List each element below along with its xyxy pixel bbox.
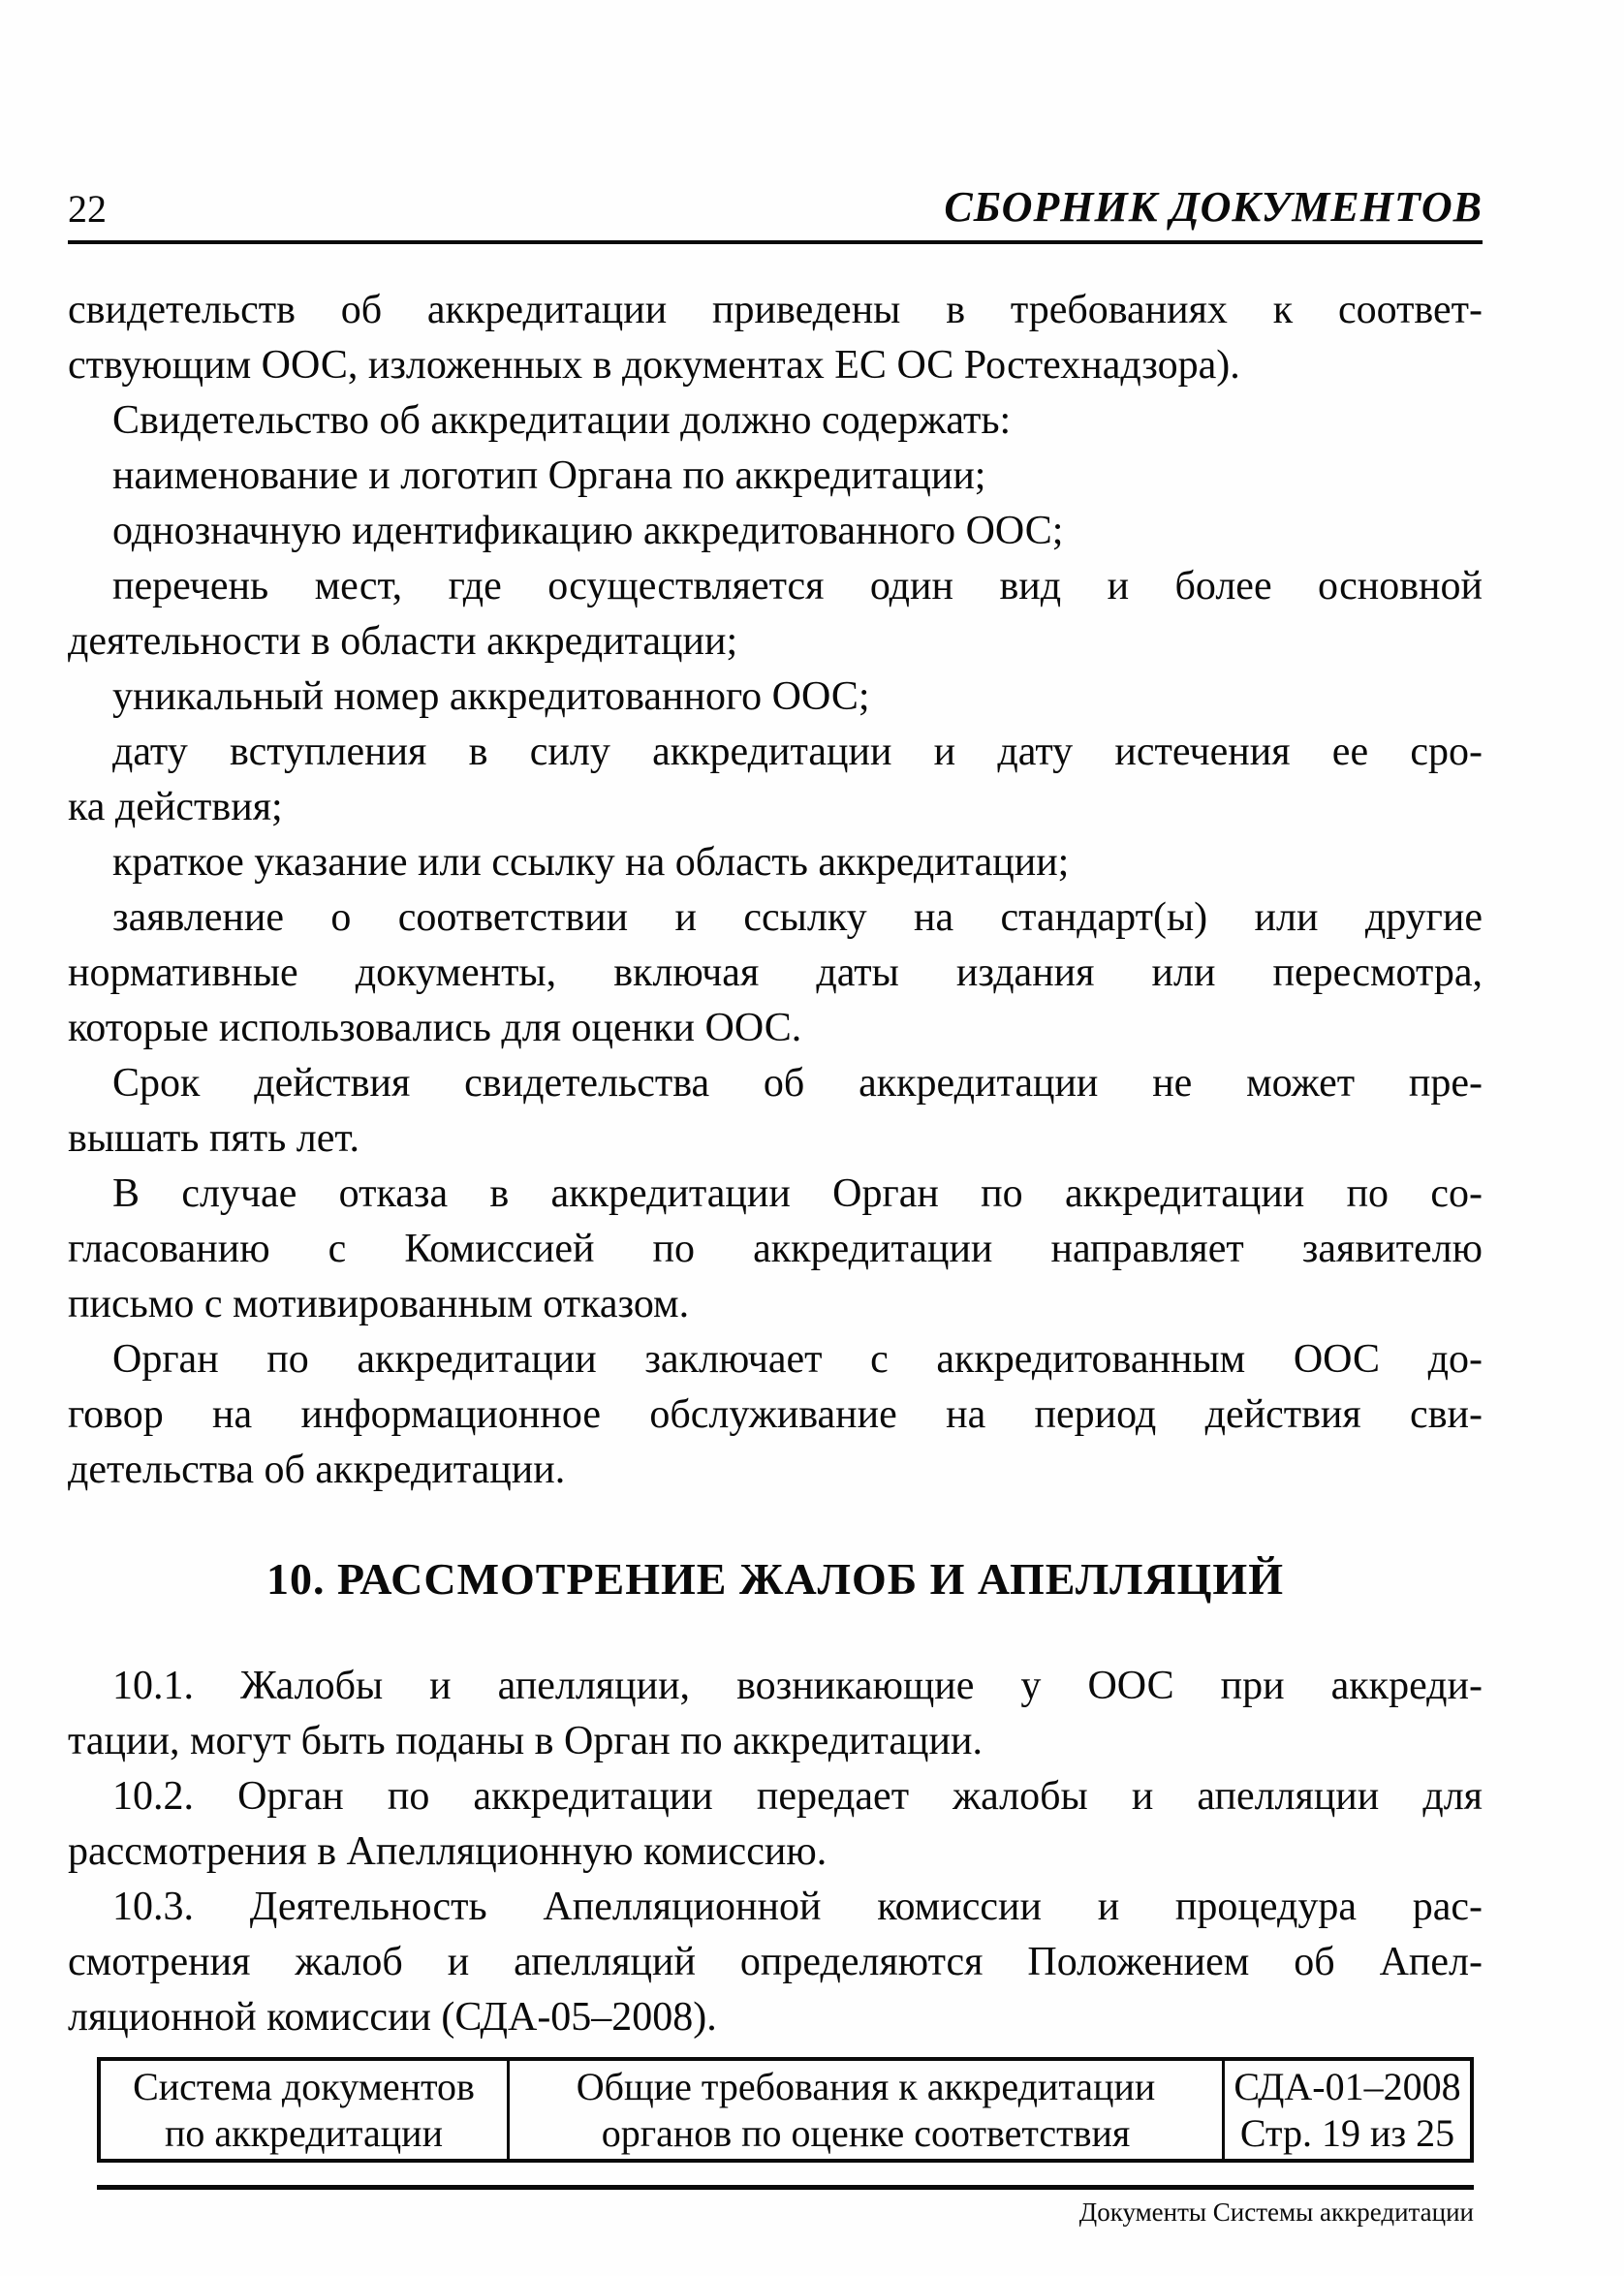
footer-cell-line: Общие требования к аккредитации	[576, 2064, 1156, 2108]
body-line: 10.2. Орган по аккредитации передает жалобы и апелляции для	[112, 1774, 1483, 1819]
footer-cell-document-title	[510, 2061, 1225, 2159]
body-line: говор на информационное обслуживание на период действия сви-	[68, 1392, 1483, 1437]
body-line: Свидетельство об аккредитации должно содержать:	[112, 398, 1012, 443]
body-line: ляционной комиссии (СДА-05–2008).	[68, 1995, 717, 2040]
body-line: краткое указание или ссылку на область аккредитации;	[112, 840, 1070, 885]
body-line: Орган по аккредитации заключает с аккредитованным ООС до-	[112, 1337, 1483, 1382]
footer-cell-line: Стр. 19 из 25	[1239, 2110, 1455, 2155]
footer-cell-system	[101, 2061, 510, 2159]
footer-note: Документы Системы аккредитации	[1078, 2198, 1474, 2227]
body-text	[68, 283, 1483, 1498]
footer-cell-doc-code	[1225, 2061, 1470, 2159]
body-line: уникальный номер аккредитованного ООС;	[112, 674, 870, 719]
body-line: детельства об аккредитации.	[68, 1448, 566, 1492]
section-heading: 10. РАССМОТРЕНИЕ ЖАЛОБ И АПЕЛЛЯЦИЙ	[266, 1554, 1284, 1604]
body-line: однозначную идентификацию аккредитованного ООС;	[112, 509, 1064, 553]
body-line: смотрения жалоб и апелляций определяются Положением об Апел-	[68, 1940, 1483, 1984]
footer-rule	[97, 2185, 1474, 2190]
body-line: дату вступления в силу аккредитации и дату истечения ее сро-	[112, 730, 1483, 774]
body-line: перечень мест, где осуществляется один вид и более основной	[112, 564, 1483, 608]
body-line: которые использовались для оценки ООС.	[68, 1006, 802, 1050]
footer-cell-line: Система документов	[133, 2064, 475, 2108]
body-line: 10.1. Жалобы и апелляции, возникающие у ООС при аккреди-	[112, 1664, 1483, 1708]
body-line: гласованию с Комиссией по аккредитации направляет заявителю	[68, 1227, 1483, 1271]
body-line: ствующим ООС, изложенных в документах ЕС ОС Ростехнадзора).	[68, 343, 1240, 388]
body-line: В случае отказа в аккредитации Орган по аккредитации по со-	[112, 1171, 1483, 1216]
section-text	[68, 1659, 1483, 2045]
page-header	[68, 183, 1483, 244]
body-line: Срок действия свидетельства об аккредитации не может пре-	[112, 1061, 1483, 1106]
body-line: письмо с мотивированным отказом.	[68, 1282, 690, 1326]
body-line: тации, могут быть поданы в Орган по аккредитации.	[68, 1719, 983, 1763]
collection-title: СБОРНИК ДОКУМЕНТОВ	[944, 183, 1483, 231]
body-line: вышать пять лет.	[68, 1116, 360, 1161]
footer-table	[97, 2057, 1474, 2163]
body-line: свидетельств об аккредитации приведены в требованиях к соответ-	[68, 288, 1483, 332]
footer-cell-line: органов по оценке соответствия	[601, 2110, 1131, 2155]
body-line: рассмотрения в Апелляционную комиссию.	[68, 1829, 828, 1874]
footer-cell-line: СДА-01–2008	[1234, 2064, 1461, 2108]
body-line: наименование и логотип Органа по аккредитации;	[112, 453, 986, 498]
body-line: заявление о соответствии и ссылку на стандарт(ы) или другие	[112, 895, 1483, 940]
body-line: ка действия;	[68, 785, 283, 829]
page-number: 22	[68, 187, 107, 231]
body-line: 10.3. Деятельность Апелляционной комиссии и процедура рас-	[112, 1885, 1483, 1929]
body-line: деятельности в области аккредитации;	[68, 619, 738, 664]
footer-cell-line: по аккредитации	[165, 2110, 443, 2155]
body-line: нормативные документы, включая даты издания или пересмотра,	[68, 951, 1483, 995]
